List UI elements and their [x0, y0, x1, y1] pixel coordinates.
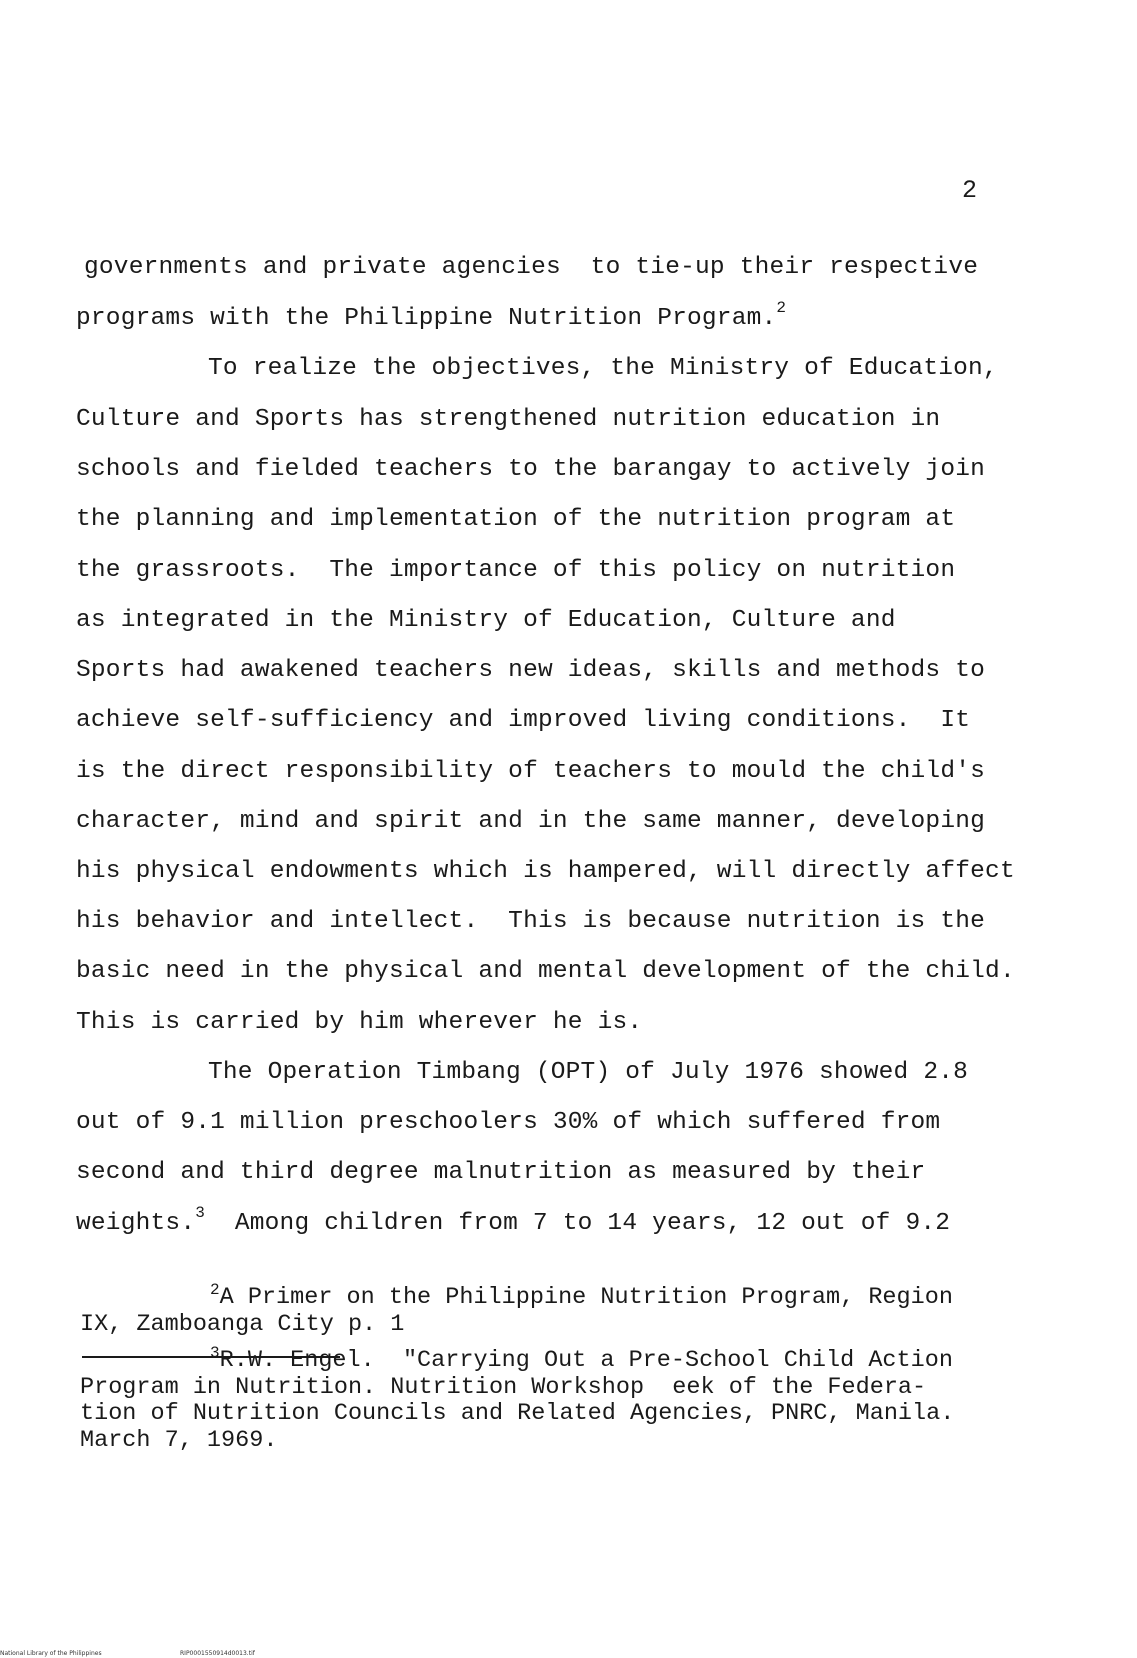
text-line-19: second and third degree malnutrition as measured by their [76, 1159, 926, 1186]
text-line-9: Sports had awakened teachers new ideas, skills and methods to [76, 657, 986, 684]
footnote-3-line-4: March 7, 1969. [80, 1427, 278, 1454]
footnote-3-line-1 [210, 1344, 953, 1374]
text-line-13: his physical endowments which is hampered, will directly affect [76, 858, 1015, 885]
footnote-3-line-3: tion of Nutrition Councils and Related Agencies, PNRC, Manila. [80, 1400, 955, 1427]
text-line-3: To realize the objectives, the Ministry of Education, [208, 355, 998, 382]
text-line-4: Culture and Sports has strengthened nutrition education in [76, 406, 941, 433]
text-line-11: is the direct responsibility of teachers to mould the child's [76, 758, 986, 785]
footnote-2-line-1 [210, 1281, 953, 1311]
text-line-5: schools and fielded teachers to the barangay to actively join [76, 456, 986, 483]
footnote-3-line-2: Program in Nutrition. Nutrition Workshop eek of the Federa- [80, 1374, 927, 1401]
text-line-20 [76, 1204, 951, 1239]
text-line-6: the planning and implementation of the nutrition program at [76, 506, 956, 533]
footnote-ref-3: 3 [195, 1204, 206, 1222]
text-line-20-start: weights. [76, 1210, 196, 1237]
text-line-15: basic need in the physical and mental development of the child. [76, 958, 1015, 985]
text-line-1: governments and private agencies to tie-up their respective [84, 254, 979, 281]
text-line-17: The Operation Timbang (OPT) of July 1976 showed 2.8 [208, 1059, 969, 1086]
text-line-7: the grassroots. The importance of this policy on nutrition [76, 557, 956, 584]
text-line-20-end: Among children from 7 to 14 years, 12 out of 9.2 [205, 1210, 951, 1237]
text-line-18: out of 9.1 million preschoolers 30% of which suffered from [76, 1109, 941, 1136]
text-line-8: as integrated in the Ministry of Education, Culture and [76, 607, 896, 634]
text-line-16: This is carried by him wherever he is. [76, 1009, 643, 1036]
text-line-12: character, mind and spirit and in the same manner, developing [76, 808, 986, 835]
footnote-2-text-1: A Primer on the Philippine Nutrition Program, Region [219, 1284, 953, 1311]
scan-credit-library: National Library of the Philippines [0, 1650, 102, 1657]
footnote-ref-2: 2 [776, 299, 787, 317]
text-line-2 [76, 299, 787, 334]
footnote-3-text-1: R.W. Engel. "Carrying Out a Pre-School Child Action [219, 1347, 953, 1374]
text-line-2-text: programs with the Philippine Nutrition Program. [76, 305, 777, 332]
footnote-3-marker: 3 [210, 1344, 220, 1362]
footnote-2-marker: 2 [210, 1281, 220, 1299]
footnote-2-line-2: IX, Zamboanga City p. 1 [80, 1311, 405, 1338]
page-number: 2 [962, 176, 978, 205]
text-line-10: achieve self-sufficiency and improved living conditions. It [76, 707, 971, 734]
scan-credit-file-id: RIP0001550914d0013.tif [180, 1650, 255, 1657]
text-line-14: his behavior and intellect. This is because nutrition is the [76, 908, 986, 935]
